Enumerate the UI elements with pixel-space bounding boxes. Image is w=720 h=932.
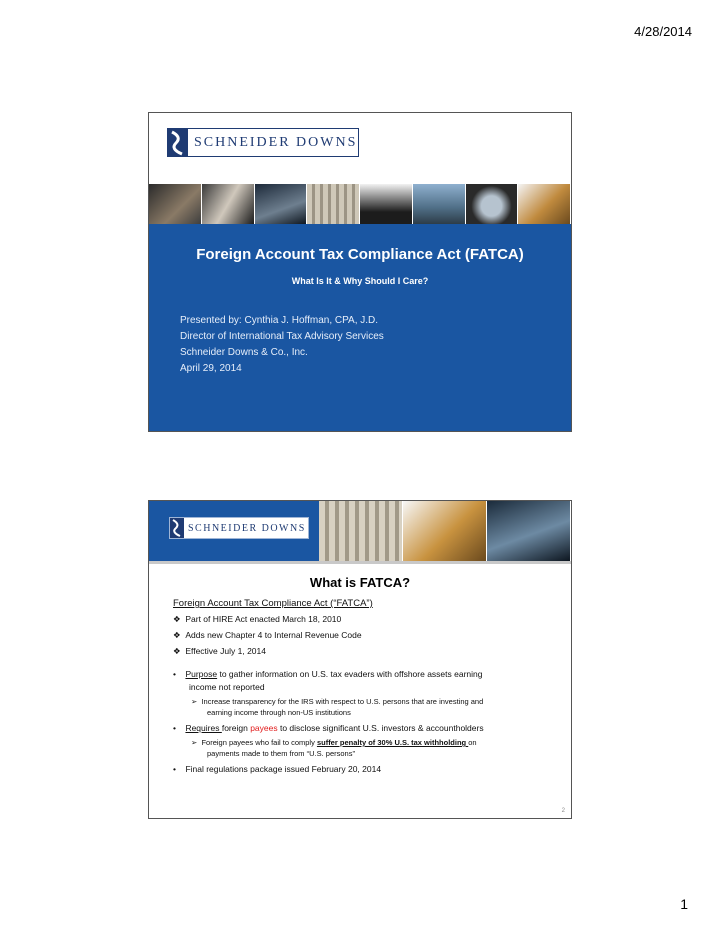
diamond-bullet-icon: ❖ [173,630,186,640]
schneider-downs-logo [169,517,309,539]
slide-2-body [173,597,563,776]
diamond-bullet-icon: ❖ [173,646,186,656]
photo-city-skyline [413,184,466,224]
purpose-label: Purpose [185,669,218,679]
arrow-bullet-icon: ➢ [191,697,202,706]
presenter-line: Presented by: Cynthia J. Hoffman, CPA, J.D. [180,315,379,326]
bullet-text: Adds new Chapter 4 to Internal Revenue Code [185,630,362,640]
presenter-line: April 29, 2014 [180,363,242,374]
diamond-bullet [173,645,563,658]
page-number: 1 [680,896,688,912]
photo-columns-building [307,184,360,224]
arrow-bullet-icon: ➢ [191,738,202,747]
page-date: 4/28/2014 [634,24,692,39]
photo-strip [149,184,571,224]
purpose-text-2: income not reported [189,682,265,692]
photo-people-desk [360,184,413,224]
photo-strip [319,501,571,561]
slide-2 [148,500,572,819]
bullet-text: Part of HIRE Act enacted March 18, 2010 [185,614,342,624]
diamond-bullet [173,629,563,642]
slide-1-title: Foreign Account Tax Compliance Act (FATCA) [196,246,524,263]
slide-1-subtitle: What Is It & Why Should I Care? [291,276,429,286]
schneider-downs-logo [167,128,359,157]
bullet-text: Effective July 1, 2014 [185,646,266,656]
photo-gavel [518,184,571,224]
final-bullet [173,763,563,776]
logo-mark-icon [168,129,188,156]
presenter-line: Schneider Downs & Co., Inc. [180,347,308,358]
slide-1 [148,112,572,432]
sub-bullet-text: on [468,738,477,747]
photo-gavel [403,501,487,561]
presenter-line: Director of International Tax Advisory Services [180,331,384,342]
photo-hands-globe [466,184,519,224]
dot-bullet-icon: • [173,764,186,774]
diamond-bullet [173,613,563,626]
sub-bullet [173,737,563,748]
requires-text: to disclose significant U.S. investors & accountholders [277,723,484,733]
photo-business-man [255,184,308,224]
requires-label: Requires [185,723,222,733]
fatca-heading: Foreign Account Tax Compliance Act (“FATCA”) [173,598,373,609]
payees-highlight: payees [250,723,278,733]
sub-bullet-text: Increase transparency for the IRS with respect to U.S. persons that are investing and [201,697,484,706]
divider-bar [149,561,571,564]
final-text: Final regulations package issued February 20, 2014 [185,764,382,774]
slide-number: 2 [561,808,565,814]
slide-2-title: What is FATCA? [309,575,411,590]
purpose-text: to gather information on U.S. tax evaders with offshore assets earning [217,669,483,679]
dot-bullet-icon: • [173,669,186,679]
presenter-info [180,313,384,377]
sub-bullet-text-2: payments made to them from “U.S. persons” [207,749,355,758]
photo-handshake [202,184,255,224]
requires-bullet [173,722,563,735]
penalty-highlight: suffer penalty of 30% U.S. tax withholding [316,738,469,747]
sub-bullet-text: Foreign payees who fail to comply [201,738,317,747]
sub-bullet-text-2: earning income through non-US institutions [207,708,351,717]
requires-mid: foreign [221,723,251,733]
dot-bullet-icon: • [173,723,186,733]
logo-text: SCHNEIDER DOWNS [188,522,306,534]
photo-columns-building [319,501,403,561]
diamond-bullet-icon: ❖ [173,614,186,624]
photo-business-man-window [487,501,571,561]
purpose-bullet [173,668,563,681]
sub-bullet [173,696,563,707]
logo-mark-icon [170,518,184,538]
logo-text: SCHNEIDER DOWNS [194,134,358,150]
photo-people-meeting [149,184,202,224]
